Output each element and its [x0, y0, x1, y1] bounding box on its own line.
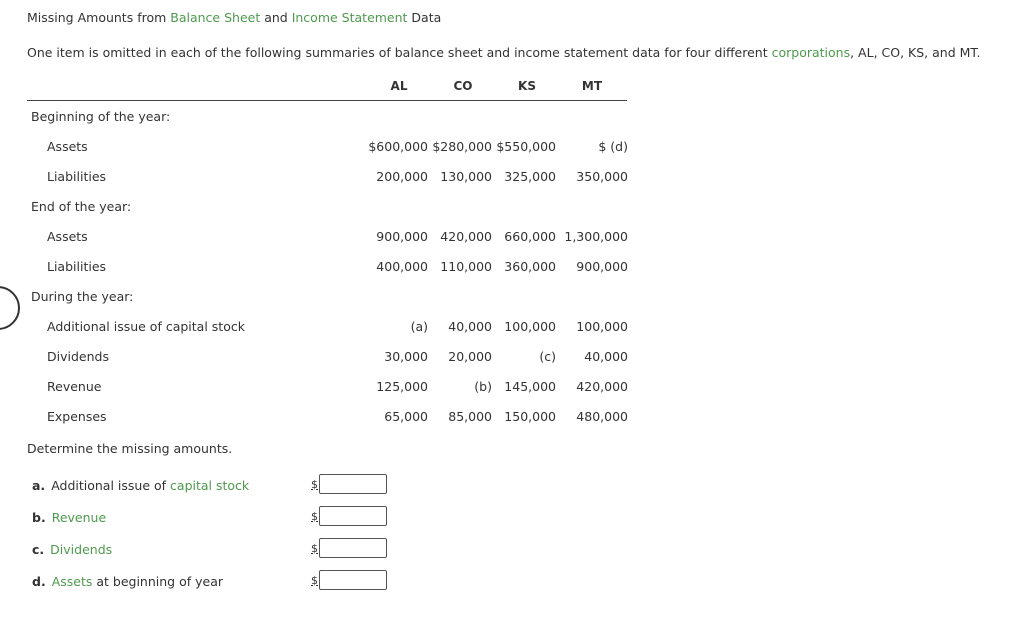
assets-link[interactable]: Assets [51, 574, 93, 589]
row-label: Revenue [47, 379, 102, 394]
cell-ks: $550,000 [496, 139, 556, 154]
column-header-mt: MT [581, 79, 603, 93]
cell-co: 40,000 [448, 319, 492, 334]
question-suffix: at beginning of year [92, 574, 223, 589]
cell-mt: 480,000 [576, 409, 628, 424]
instruction-text: Determine the missing amounts. [27, 441, 233, 456]
row-label: Assets [47, 139, 88, 154]
row-label: Liabilities [47, 259, 107, 274]
cell-mt: 420,000 [576, 379, 628, 394]
cell-mt: 350,000 [576, 169, 628, 184]
intro-prefix: One item is omitted in each of the following summaries of balance sheet and income statement data for four different [27, 45, 772, 60]
header-divider [27, 100, 627, 101]
question-letter: d. [32, 574, 46, 589]
answer-input-a[interactable] [319, 474, 387, 494]
column-header-al: AL [390, 79, 408, 93]
section-end: End of the year: [31, 199, 132, 214]
question-prefix: Additional issue of [51, 478, 171, 493]
cell-co: 110,000 [440, 259, 492, 274]
cell-ks: 145,000 [504, 379, 556, 394]
cell-co: (b) [474, 379, 492, 394]
cell-ks: 100,000 [504, 319, 556, 334]
row-label: Liabilities [47, 169, 107, 184]
table-row [360, 349, 628, 367]
capital-stock-link[interactable]: capital stock [170, 478, 250, 493]
intro-suffix: , AL, CO, KS, and MT. [850, 45, 981, 60]
currency-symbol: $ [311, 574, 318, 587]
question-letter: b. [32, 510, 46, 525]
revenue-link[interactable]: Revenue [51, 510, 107, 525]
cell-al: 65,000 [384, 409, 428, 424]
cell-co: 130,000 [440, 169, 492, 184]
answer-input-c[interactable] [319, 538, 387, 558]
cell-co: 85,000 [448, 409, 492, 424]
cell-al: 125,000 [376, 379, 428, 394]
table-row [360, 229, 628, 247]
dividends-link[interactable]: Dividends [50, 542, 113, 557]
column-header-ks: KS [518, 79, 536, 93]
currency-symbol: $ [311, 542, 318, 555]
income-statement-link[interactable]: Income Statement [291, 10, 408, 25]
row-label: Expenses [47, 409, 107, 424]
currency-symbol: $ [311, 478, 318, 491]
currency-label [311, 478, 318, 491]
cell-ks: 360,000 [504, 259, 556, 274]
question-letter: a. [32, 478, 46, 493]
cell-ks: 325,000 [504, 169, 556, 184]
cell-al: 900,000 [376, 229, 428, 244]
cell-al: $600,000 [368, 139, 428, 154]
table-row [360, 379, 628, 397]
table-row [360, 169, 628, 187]
question-c [32, 542, 112, 557]
cell-mt: $ (d) [598, 139, 628, 154]
cell-mt: 1,300,000 [564, 229, 628, 244]
cell-mt: 100,000 [576, 319, 628, 334]
row-label: Assets [47, 229, 88, 244]
intro-text [27, 45, 981, 60]
cell-co: 20,000 [448, 349, 492, 364]
page-title [27, 10, 441, 25]
currency-label [311, 574, 318, 587]
table-row [360, 319, 628, 337]
answer-input-d[interactable] [319, 570, 387, 590]
cell-al: 400,000 [376, 259, 428, 274]
title-text: and [260, 10, 292, 25]
cell-mt: 900,000 [576, 259, 628, 274]
cell-ks: 150,000 [504, 409, 556, 424]
currency-label [311, 510, 318, 523]
title-text: Data [407, 10, 442, 25]
cell-co: 420,000 [440, 229, 492, 244]
cell-ks: 660,000 [504, 229, 556, 244]
question-letter: c. [32, 542, 45, 557]
section-beginning: Beginning of the year: [31, 109, 171, 124]
cell-co: $280,000 [432, 139, 492, 154]
cell-ks: (c) [539, 349, 556, 364]
question-b [32, 510, 106, 525]
currency-symbol: $ [311, 510, 318, 523]
answer-input-b[interactable] [319, 506, 387, 526]
table-row [360, 259, 628, 277]
table-row [360, 409, 628, 427]
table-row [360, 139, 628, 157]
row-label: Additional issue of capital stock [47, 319, 245, 334]
question-d [32, 574, 223, 589]
question-a [32, 478, 249, 493]
cell-al: 30,000 [384, 349, 428, 364]
column-header-co: CO [453, 79, 473, 93]
balance-sheet-link[interactable]: Balance Sheet [170, 10, 261, 25]
side-circle-icon[interactable] [0, 286, 20, 330]
section-during: During the year: [31, 289, 134, 304]
cell-al: (a) [410, 319, 428, 334]
row-label: Dividends [47, 349, 109, 364]
corporations-link[interactable]: corporations [771, 45, 851, 60]
cell-al: 200,000 [376, 169, 428, 184]
title-text: Missing Amounts from [27, 10, 171, 25]
cell-mt: 40,000 [584, 349, 628, 364]
currency-label [311, 542, 318, 555]
